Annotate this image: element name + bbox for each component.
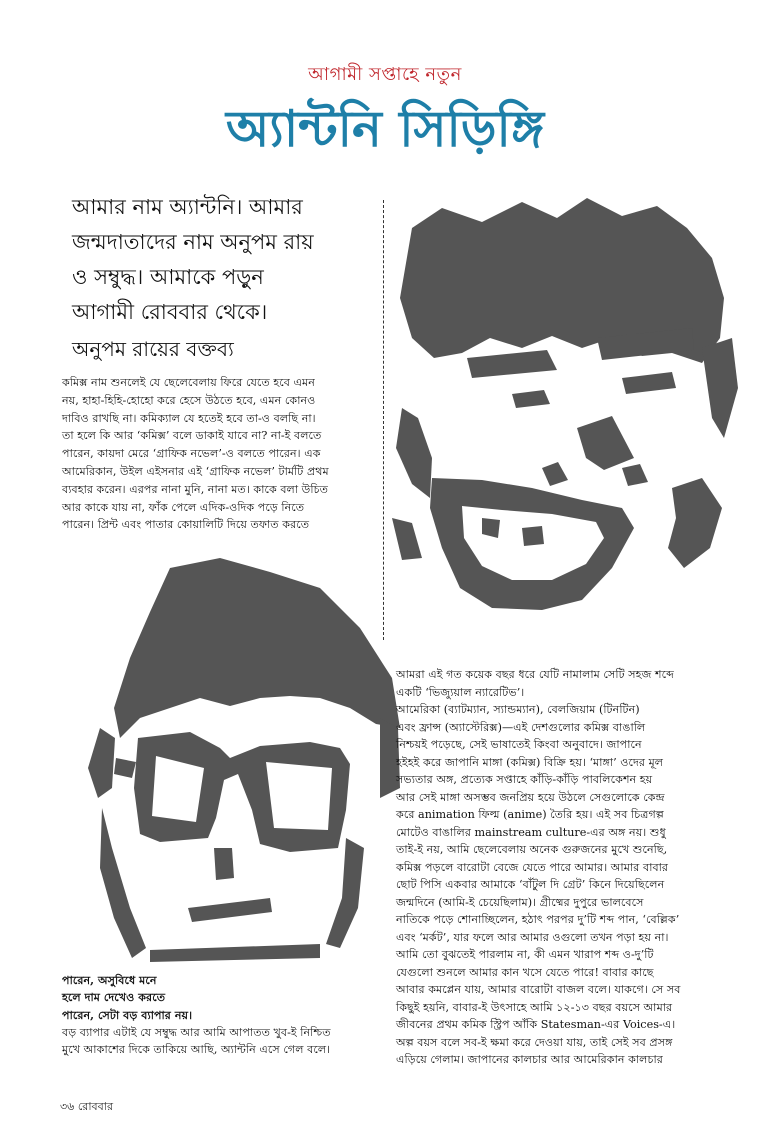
text-line: কিছুই হয়নি, বাবার-ই উৎসাহে আমি ১২-১৩ বছর বয়সে আমার — [396, 1000, 673, 1014]
left-column-text — [62, 374, 372, 534]
sambuddha-face-illustration — [20, 548, 420, 968]
text-line: কমিক্স পড়লে বারোটা বেজে যেতে পারে আমার। আমার বাবার — [396, 860, 669, 874]
text-line: এড়িয়ে গেলাম। জাপানের কালচার আর আমেরিকান কালচার — [396, 1053, 663, 1066]
text-line: একটি ‘ভিজ্যুয়াল ন্যারেটিভ’। — [396, 685, 525, 699]
text-line: আমি তো বুঝতেই পারলাম না, কী এমন খারাপ শব্দ ও-দু’টি — [396, 948, 654, 961]
text-line: বড় ব্যাপার এটাই যে সম্বুদ্ধ আর আমি আপাতত খুব-ই নিশ্চিত — [62, 1025, 331, 1039]
intro-block — [72, 190, 372, 330]
text-line: ছোট পিসি একবার আমাকে ‘বাঁটুল দি গ্রেট’ কিনে দিয়েছিলেন — [396, 878, 665, 891]
text-line: করে animation ফিল্ম (anime) তৈরি হয়। এই সব চিত্রগল্প — [396, 808, 664, 821]
section-name: রোববার — [77, 1100, 114, 1113]
intro-line: আগামী রোববার থেকে। — [72, 300, 268, 324]
text-line: পারেন। প্রিন্ট এবং পাতার কোয়ালিটি দিয়ে তফাত করতে — [62, 518, 310, 532]
page-footer — [60, 1098, 113, 1117]
text-line: পারেন, অসুবিধে মনে — [62, 973, 157, 987]
intro-line: জন্মদাতাদের নাম অনুপম রায় — [72, 230, 314, 254]
text-line: আমেরিকা (ব্যাটম্যান, স্যান্ডম্যান), বেলজিয়াম (টিনটিন) — [396, 703, 640, 716]
text-line: এবং ‘মর্কট’, যার ফলে আর আমার ওগুলো তখন পড়া হয় না। — [396, 930, 669, 944]
text-line: নিশ্চয়ই পড়েছে, সেই ভাষাতেই কিংবা অনুবাদে। জাপানে — [396, 738, 642, 751]
text-line: তাই-ই নয়, আমি ছেলেবেলায় অনেক গুরুজনের মুখে শুনেছি, — [396, 843, 668, 856]
text-line: সভ্যতার অঙ্গ, প্রত্যেক সপ্তাহে কাঁড়ি-কাঁড়ি পাবলিকেশন হয় — [396, 773, 653, 786]
text-line: কমিক্স নাম শুনলেই যে ছেলেবেলায় ফিরে যেতে হবে এমন — [62, 376, 315, 389]
text-line: আবার কমপ্লেন যায়, আমার বারোটা বাজল বলে। যাকগে। সে সব — [396, 983, 681, 996]
right-column-text — [396, 666, 716, 1069]
page-number: ৩৬ — [60, 1100, 75, 1113]
text-line: আমেরিকান, উইল এইসনার এই ‘গ্রাফিক নভেল’ টার্মটি প্রথম — [62, 464, 329, 478]
text-line: এবং ফ্রান্স (অ্যাস্টেরিক্স)—এই দেশগুলোর কমিক্স বাঙালি — [396, 720, 646, 734]
text-line: নয়, হাহা-হিহি-হোহো করে হেসে উঠতে হবে, এমন কোনও — [62, 393, 316, 407]
page-title: অ্যান্টনি সিড়িঙ্গি — [226, 99, 544, 158]
text-line: হইহই করে জাপানি মাঙ্গা (কমিক্স) বিক্রি হয়। ‘মাঙ্গা’ ওদের মূল — [396, 755, 664, 769]
intro-line: ও সম্বুদ্ধ। আমাকে পড়ুন — [72, 265, 264, 289]
text-line: আমরা এই গত কয়েক বছর ধরে যেটি নামালাম সেটি সহজ শব্দে — [396, 668, 675, 681]
text-line: জীবনের প্রথম কমিক স্ট্রিপ আঁকি Statesman-এর Voices-এ। — [396, 1018, 676, 1031]
antony-face-illustration — [372, 188, 742, 618]
text-line: হলে দাম দেখেও করতে — [62, 990, 166, 1005]
text-line: মুখে আকাশের দিকে তাকিয়ে আছি, অ্যান্টনি এসে গেল বলে। — [62, 1043, 331, 1057]
text-line: আর কাকে যায় না, ফাঁক পেলে এদিক-ওদিক পড়ে নিতে — [62, 500, 305, 514]
text-line: অল্প বয়স বলে সব-ই ক্ষমা করে দেওয়া যায়, তাই সেই সব প্রসঙ্গ — [396, 1035, 673, 1049]
text-line: মোটেও বাঙালির mainstream culture-এর অঙ্গ নয়। শুধু — [396, 825, 666, 839]
text-line: জন্মদিনে (আমি-ই চেয়েছিলাম)। গ্রীষ্মের দুপুরে ভালবেসে — [396, 895, 644, 909]
text-line: যেগুলো শুনলে আমার কান খসে যেতে পারে! বাবার কাছে — [396, 965, 654, 979]
section-subhead: অনুপম রায়ের বক্তব্য — [72, 337, 234, 361]
kicker-text: আগামী সপ্তাহে নতুন — [308, 64, 462, 85]
text-line: পারেন, কায়দা মেরে ‘গ্রাফিক নভেল’-ও বলতে পারেন। এক — [62, 447, 321, 461]
intro-line: আমার নাম অ্যান্টনি। আমার — [72, 195, 303, 219]
text-line: আর সেই মাঙ্গা অসম্ভব জনপ্রিয় হয়ে উঠলে সেগুলোকে কেন্দ্র — [396, 790, 665, 804]
text-line: পারেন, সেটা বড় ব্যাপার নয়। — [62, 1007, 193, 1022]
text-line: তা হলে কি আর ‘কমিক্স’ বলে ডাকাই যাবে না? না-ই বলতে — [62, 429, 322, 443]
text-line: দাবিও রাখছি না। কমিক্যাল যে হতেই হবে তা-ও বলছি না। — [62, 411, 316, 425]
text-line: নাতিকে পড়ে শোনাচ্ছিলেন, হঠাৎ পরপর দু’টি শব্দ পান, ‘বেল্লিক’ — [396, 913, 680, 926]
text-line: ব্যবহার করেন। এরপর নানা মুনি, নানা মত। কাকে বলা উচিত — [62, 482, 329, 496]
bottom-left-text — [62, 972, 370, 1058]
